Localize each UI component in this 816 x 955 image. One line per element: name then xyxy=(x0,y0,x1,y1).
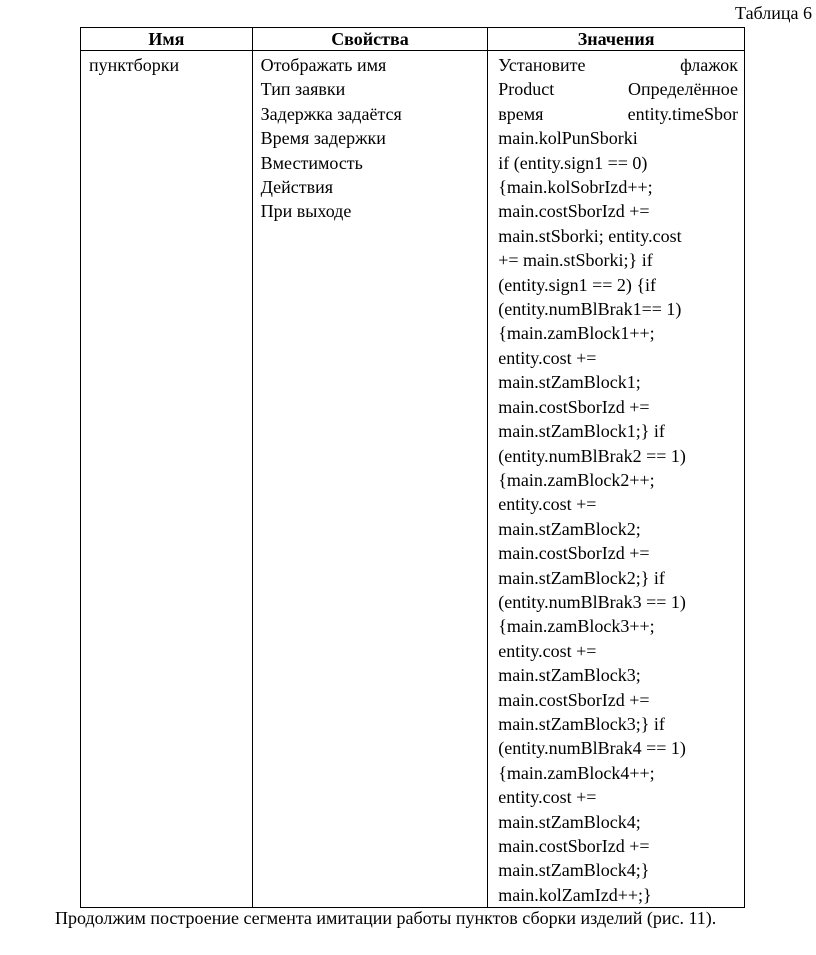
header-name: Имя xyxy=(81,28,253,51)
value-line: {main.zamBlock3++; xyxy=(498,616,655,637)
value-line: main.stSborki; entity.cost xyxy=(498,225,682,246)
property-item: Задержка задаётся xyxy=(260,103,402,124)
value-line: Установите флажок xyxy=(498,55,738,75)
value-line: main.stZamBlock1;} if xyxy=(498,421,665,442)
header-values: Значения xyxy=(488,28,745,51)
value-line: main.stZamBlock4; xyxy=(498,811,641,832)
value-line: {main.zamBlock2++; xyxy=(498,469,655,490)
table-header-row xyxy=(81,28,745,51)
value-line: main.stZamBlock2;} if xyxy=(498,567,665,588)
value-line: (entity.numBlBrak2 == 1) xyxy=(498,445,686,466)
property-item: Время задержки xyxy=(260,128,386,149)
value-line: {main.zamBlock1++; xyxy=(498,323,655,344)
value-line: entity.cost += xyxy=(498,494,597,515)
value-line: main.stZamBlock3; xyxy=(498,665,641,686)
value-line: main.kolPunSborki xyxy=(498,128,638,149)
property-item: Действия xyxy=(260,177,334,198)
value-line: main.costSborIzd += xyxy=(498,543,650,564)
value-line: entity.cost += xyxy=(498,640,597,661)
value-line: main.costSborIzd += xyxy=(498,836,650,856)
table-row xyxy=(81,51,745,908)
value-line: (entity.sign1 == 2) {if xyxy=(498,274,657,295)
header-properties: Свойства xyxy=(252,28,488,51)
value-line: (entity.numBlBrak4 == 1) xyxy=(498,738,686,759)
value-line: main.stZamBlock2; xyxy=(498,518,641,539)
value-line: main.stZamBlock4;} xyxy=(498,860,650,881)
value-line: (entity.numBlBrak3 == 1) xyxy=(498,591,686,612)
value-line: Product Определённое xyxy=(498,79,738,100)
properties-table xyxy=(80,27,745,908)
value-line: main.kolZamIzd++;} xyxy=(498,884,652,905)
value-line: main.costSborIzd += xyxy=(498,689,650,710)
property-item: Тип заявки xyxy=(260,79,346,100)
value-line: += main.stSborki;} if xyxy=(498,250,653,271)
values-cell xyxy=(488,51,745,908)
property-item: Вместимость xyxy=(260,152,363,173)
value-line: (entity.numBlBrak1== 1) xyxy=(498,299,682,320)
value-line: main.costSborIzd += xyxy=(498,201,650,222)
value-line: main.stZamBlock3;} if xyxy=(498,713,665,734)
property-item: При выходе xyxy=(260,201,352,222)
value-line: if (entity.sign1 == 0) xyxy=(498,152,648,173)
value-line: entity.cost += xyxy=(498,347,597,368)
body-paragraph: Продолжим построение сегмента имитации работы пунктов сборки изделий (рис. 11). xyxy=(55,908,717,928)
table-caption: Таблица 6 xyxy=(735,3,812,23)
object-name-cell: пунктборки xyxy=(81,51,253,908)
value-line: main.stZamBlock1; xyxy=(498,372,641,393)
value-line: {main.zamBlock4++; xyxy=(498,762,655,783)
properties-cell xyxy=(252,51,488,908)
property-item: Отображать имя xyxy=(260,55,387,75)
value-line: entity.cost += xyxy=(498,787,597,808)
value-line: {main.kolSobrIzd++; xyxy=(498,177,653,198)
value-line: main.costSborIzd += xyxy=(498,396,650,417)
value-line: время entity.timeSbor xyxy=(498,103,738,124)
